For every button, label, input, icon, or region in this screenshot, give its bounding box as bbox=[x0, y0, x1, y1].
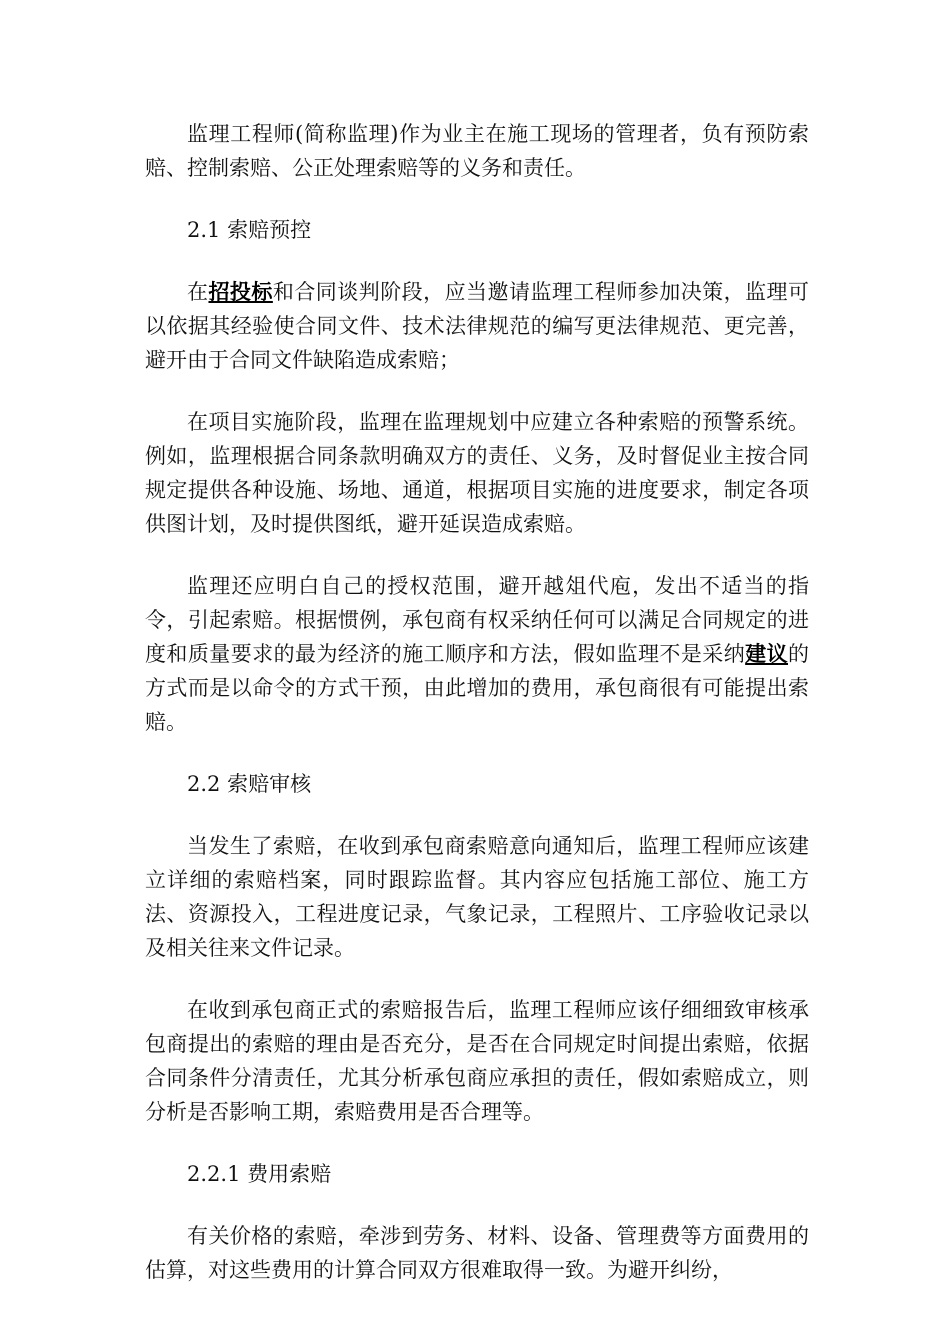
paragraph-claim-archive: 当发生了索赔，在收到承包商索赔意向通知后，监理工程师应该建立详细的索赔档案，同时跟踪监督。其内容应包括施工部位、施工方法、资源投入，工程进度记录，气象记录，工程照片、工序验收记录以及相关往来文件记录。 bbox=[145, 834, 809, 960]
paragraph-bidding bbox=[145, 275, 809, 377]
paragraph-bidding-text-before: 在 bbox=[187, 280, 209, 304]
bidding-link[interactable]: 招投标 bbox=[208, 279, 273, 304]
paragraph-bidding-text-after: 和合同谈判阶段，应当邀请监理工程师参加决策，监理可以依据其经验使合同文件、技术法律规范的编写更法律规范、更完善，避开由于合同文件缺陷造成索赔； bbox=[145, 280, 810, 372]
paragraph-authority bbox=[145, 569, 809, 739]
paragraph-authority-text-after: 的方式而是以命令的方式干预，由此增加的费用，承包商很有可能提出索赔。 bbox=[145, 642, 810, 734]
paragraph-claim-review: 在收到承包商正式的索赔报告后，监理工程师应该仔细细致审核承包商提出的索赔的理由是否充分，是否在合同规定时间提出索赔，依据合同条件分清责任，尤其分析承包商应承担的责任，假如索赔成立，则分析是否影响工期，索赔费用是否合理等。 bbox=[145, 998, 809, 1124]
section-heading-2-1: 2.1 索赔预控 bbox=[187, 218, 312, 242]
paragraph-authority-text-before: 监理还应明白自己的授权范围，避开越俎代庖，发出不适当的指令，引起索赔。根据惯例，承包商有权采纳任何可以满足合同规定的进度和质量要求的最为经济的施工顺序和方法，假如监理不是采纳 bbox=[145, 574, 809, 666]
paragraph-cost-claim: 有关价格的索赔，牵涉到劳务、材料、设备、管理费等方面费用的估算，对这些费用的计算合同双方很难取得一致。为避开纠纷， bbox=[145, 1224, 809, 1282]
paragraph-intro: 监理工程师(简称监理)作为业主在施工现场的管理者，负有预防索赔、控制索赔、公正处理索赔等的义务和责任。 bbox=[145, 122, 809, 180]
document-body bbox=[145, 117, 809, 1315]
paragraph-implementation: 在项目实施阶段，监理在监理规划中应建立各种索赔的预警系统。例如，监理根据合同条款明确双方的责任、义务，及时督促业主按合同规定提供各种设施、场地、通道，根据项目实施的进度要求，制定各项供图计划，及时提供图纸，避开延误造成索赔。 bbox=[145, 410, 809, 536]
suggestion-link[interactable]: 建议 bbox=[745, 641, 789, 666]
section-heading-2-2: 2.2 索赔审核 bbox=[187, 772, 312, 796]
section-heading-2-2-1: 2.2.1 费用索赔 bbox=[187, 1162, 332, 1186]
